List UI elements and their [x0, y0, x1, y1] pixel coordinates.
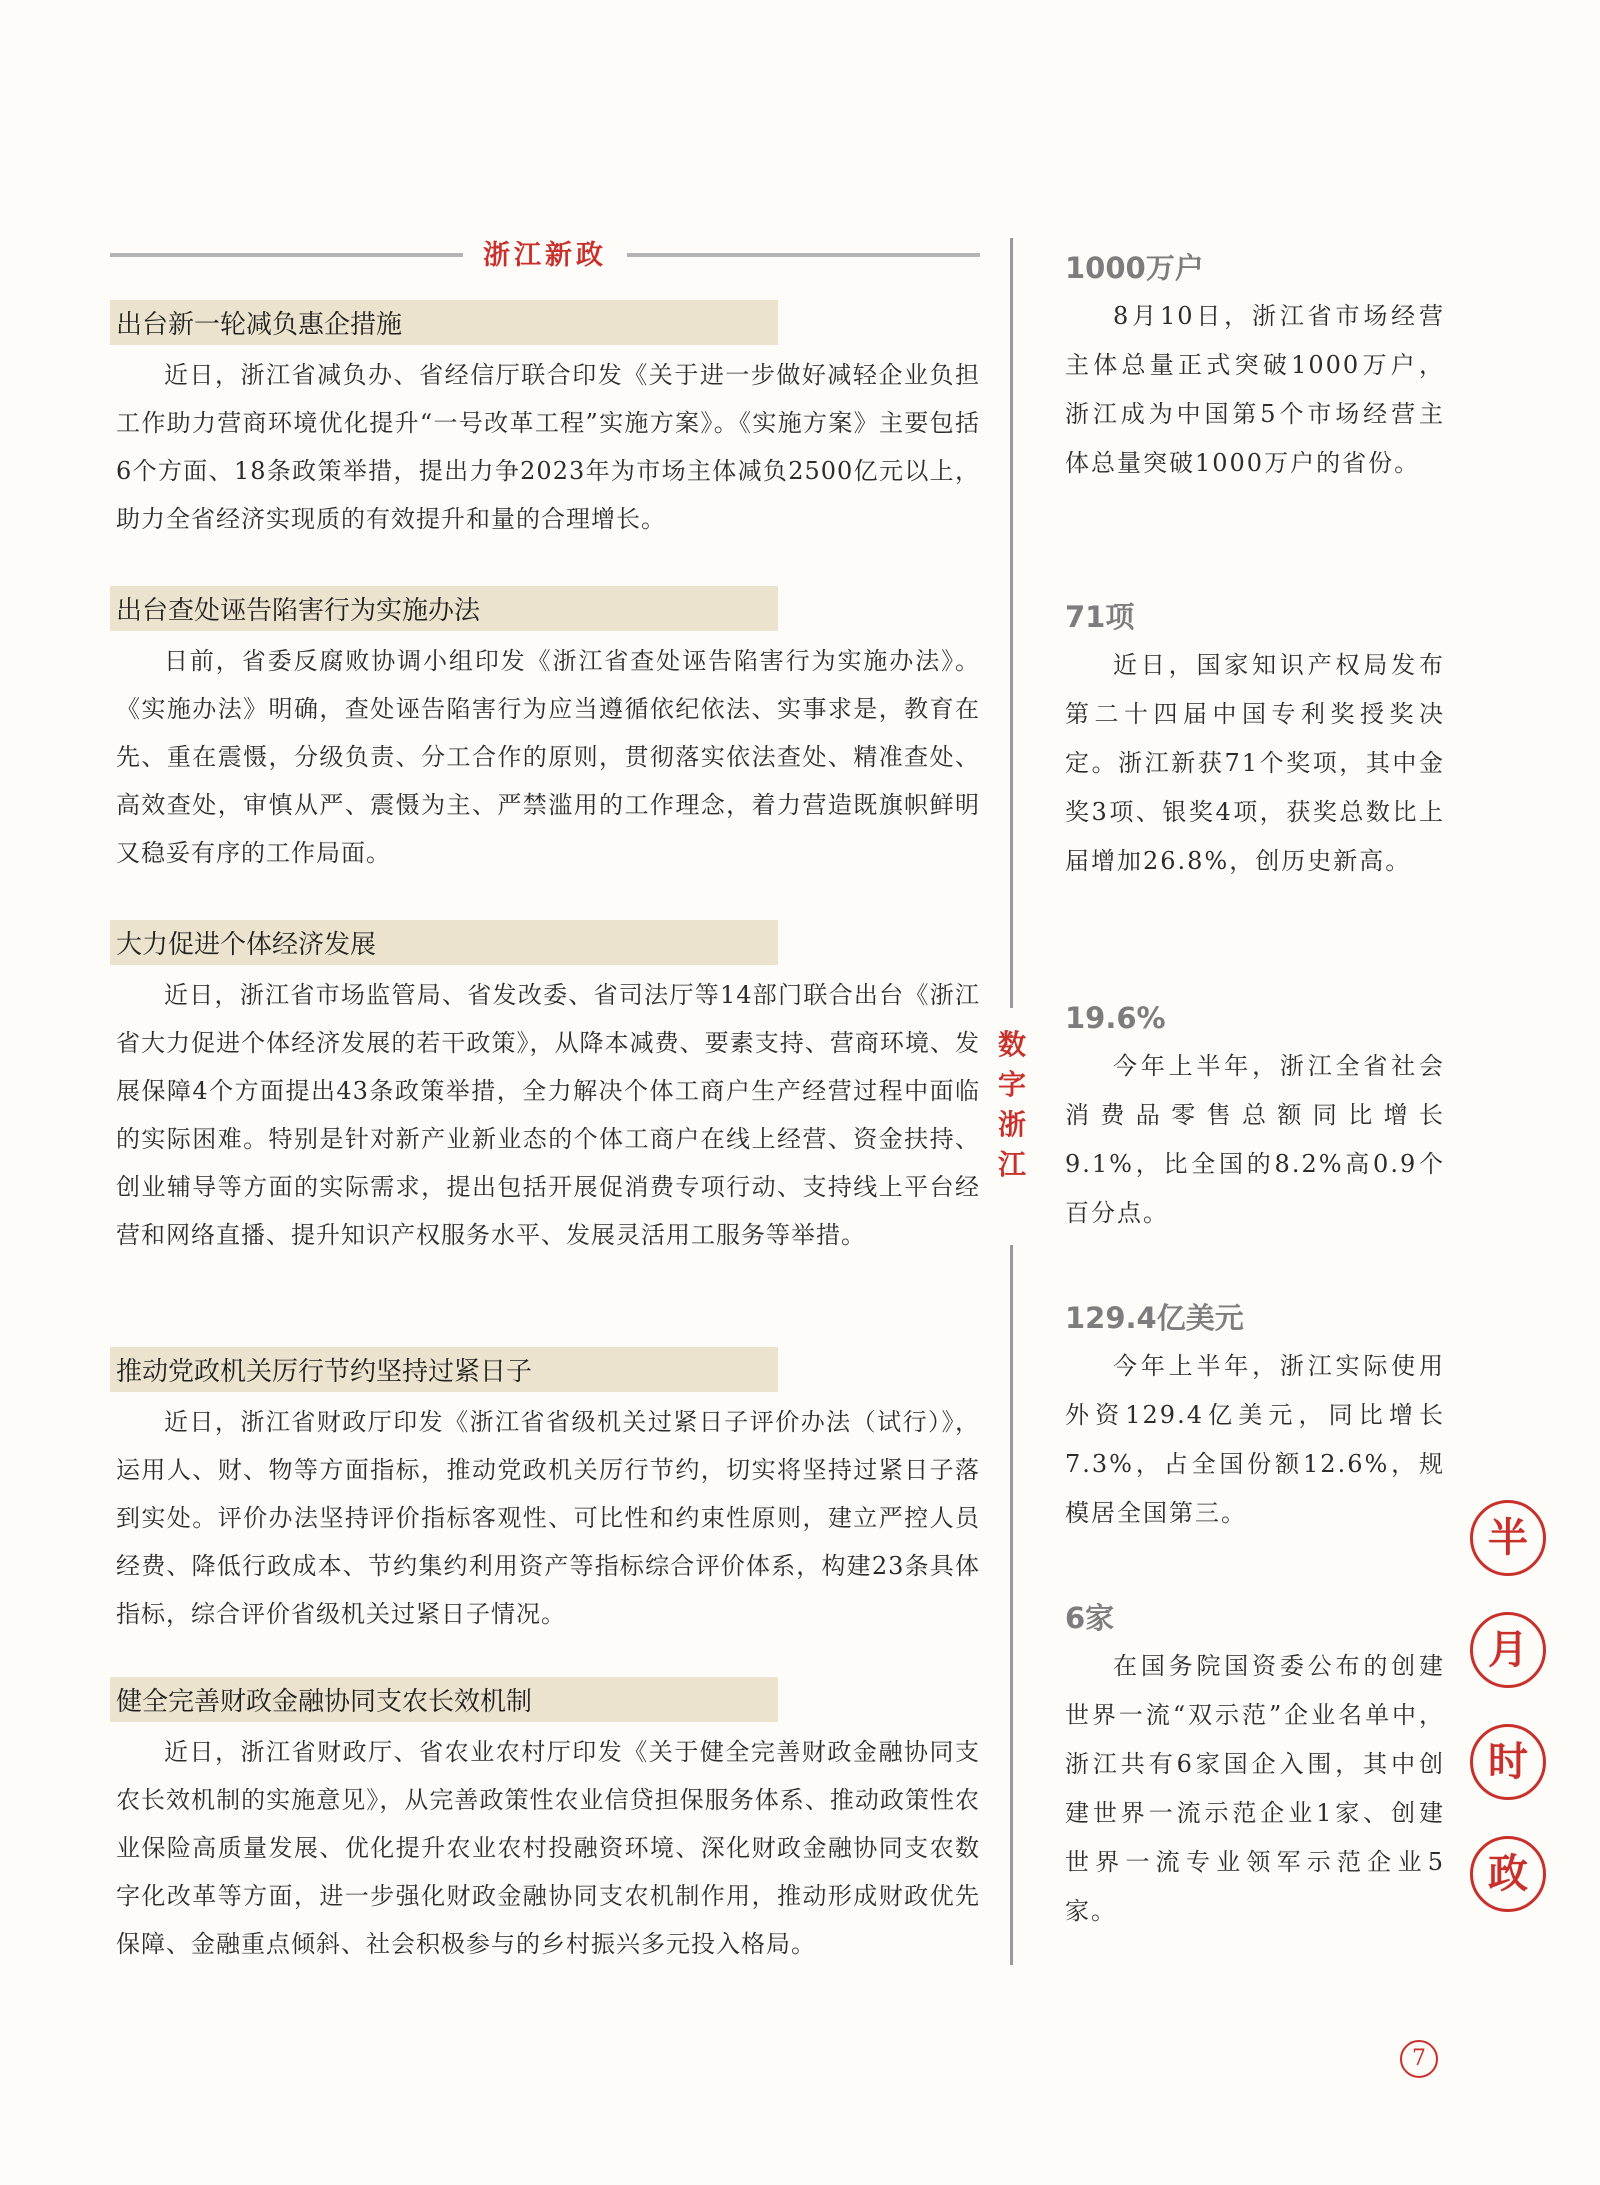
article-2 [110, 586, 980, 877]
stat-1 [1065, 248, 1445, 488]
stat-value: 19.6% [1065, 1001, 1166, 1035]
page-number: 7 [1400, 2040, 1438, 2078]
article-title: 推动党政机关厉行节约坚持过紧日子 [110, 1347, 778, 1392]
stat-body: 8月10日，浙江省市场经营主体总量正式突破1000万户，浙江成为中国第5个市场经营主体总量突破1000万户的省份。 [1065, 302, 1445, 477]
stat-body: 在国务院国资委公布的创建世界一流“双示范”企业名单中，浙江共有6家国企入围，其中创建世界一流示范企业1家、创建世界一流专业领军示范企业5家。 [1065, 1652, 1445, 1925]
stamp-yue: 月 [1470, 1612, 1546, 1688]
article-4 [110, 1347, 980, 1638]
article-3 [110, 920, 980, 1259]
stat-value: 71项 [1065, 600, 1135, 634]
column-divider [1010, 1245, 1013, 1965]
stat-3 [1065, 998, 1445, 1238]
article-title: 大力促进个体经济发展 [110, 920, 778, 965]
article-title: 出台查处诬告陷害行为实施办法 [110, 586, 778, 631]
article-title: 健全完善财政金融协同支农长效机制 [110, 1677, 778, 1722]
article-body: 近日，浙江省财政厅、省农业农村厅印发《关于健全完善财政金融协同支农长效机制的实施意见》，从完善政策性农业信贷担保服务体系、推动政策性农业保险高质量发展、优化提升农业农村投融资环境、深化财政金融协同支农数字化改革等方面，进一步强化财政金融协同支农机制作用，推动形成财政优先保障、金融重点倾斜、社会积极参与的乡村振兴多元投入格局。 [116, 1738, 980, 1958]
section-title: 浙江新政 [463, 238, 627, 274]
stat-body: 近日，国家知识产权局发布第二十四届中国专利奖授奖决定。浙江新获71个奖项，其中金奖3项、银奖4项，获奖总数比上届增加26.8%，创历史新高。 [1065, 651, 1445, 875]
stat-value: 129.4亿美元 [1065, 1301, 1244, 1335]
stamp-zheng: 政 [1470, 1836, 1546, 1912]
stat-value: 1000万户 [1065, 251, 1204, 285]
stat-value: 6家 [1065, 1601, 1115, 1635]
article-1 [110, 300, 980, 543]
stat-4 [1065, 1298, 1445, 1538]
stat-body: 今年上半年，浙江全省社会消费品零售总额同比增长9.1%，比全国的8.2%高0.9个百分点。 [1065, 1052, 1445, 1227]
section-header [110, 238, 980, 274]
stamp-ban: 半 [1470, 1500, 1546, 1576]
article-body: 近日，浙江省财政厅印发《浙江省省级机关过紧日子评价办法（试行）》，运用人、财、物等方面指标，推动党政机关厉行节约，切实将坚持过紧日子落到实处。评价办法坚持评价指标客观性、可比性和约束性原则，建立严控人员经费、降低行政成本、节约集约利用资产等指标综合评价体系，构建23条具体指标，综合评价省级机关过紧日子情况。 [116, 1408, 980, 1628]
column-stamps [1470, 1500, 1560, 1948]
side-label: 数字浙江 [997, 1028, 1026, 1181]
stamp-shi: 时 [1470, 1724, 1546, 1800]
stat-5 [1065, 1598, 1445, 1936]
article-title: 出台新一轮减负惠企措施 [110, 300, 778, 345]
column-divider [1010, 238, 1013, 1008]
article-body: 近日，浙江省市场监管局、省发改委、省司法厅等14部门联合出台《浙江省大力促进个体经济发展的若干政策》，从降本减费、要素支持、营商环境、发展保障4个方面提出43条政策举措，全力解决个体工商户生产经营过程中面临的实际困难。特别是针对新产业新业态的个体工商户在线上经营、资金扶持、创业辅导等方面的实际需求，提出包括开展促消费专项行动、支持线上平台经营和网络直播、提升知识产权服务水平、发展灵活用工服务等举措。 [116, 981, 980, 1249]
article-body: 近日，浙江省减负办、省经信厅联合印发《关于进一步做好减轻企业负担工作助力营商环境优化提升“一号改革工程”实施方案》。《实施方案》主要包括6个方面、18条政策举措，提出力争2023年为市场主体减负2500亿元以上，助力全省经济实现质的有效提升和量的合理增长。 [116, 361, 980, 533]
article-body: 日前，省委反腐败协调小组印发《浙江省查处诬告陷害行为实施办法》。《实施办法》明确，查处诬告陷害行为应当遵循依纪依法、实事求是，教育在先、重在震慑，分级负责、分工合作的原则，贯彻落实依法查处、精准查处、高效查处，审慎从严、震慑为主、严禁滥用的工作理念，着力营造既旗帜鲜明又稳妥有序的工作局面。 [116, 647, 980, 867]
article-5 [110, 1677, 980, 1968]
stat-body: 今年上半年，浙江实际使用外资129.4亿美元，同比增长7.3%，占全国份额12.6%，规模居全国第三。 [1065, 1352, 1445, 1527]
stat-2 [1065, 597, 1445, 886]
